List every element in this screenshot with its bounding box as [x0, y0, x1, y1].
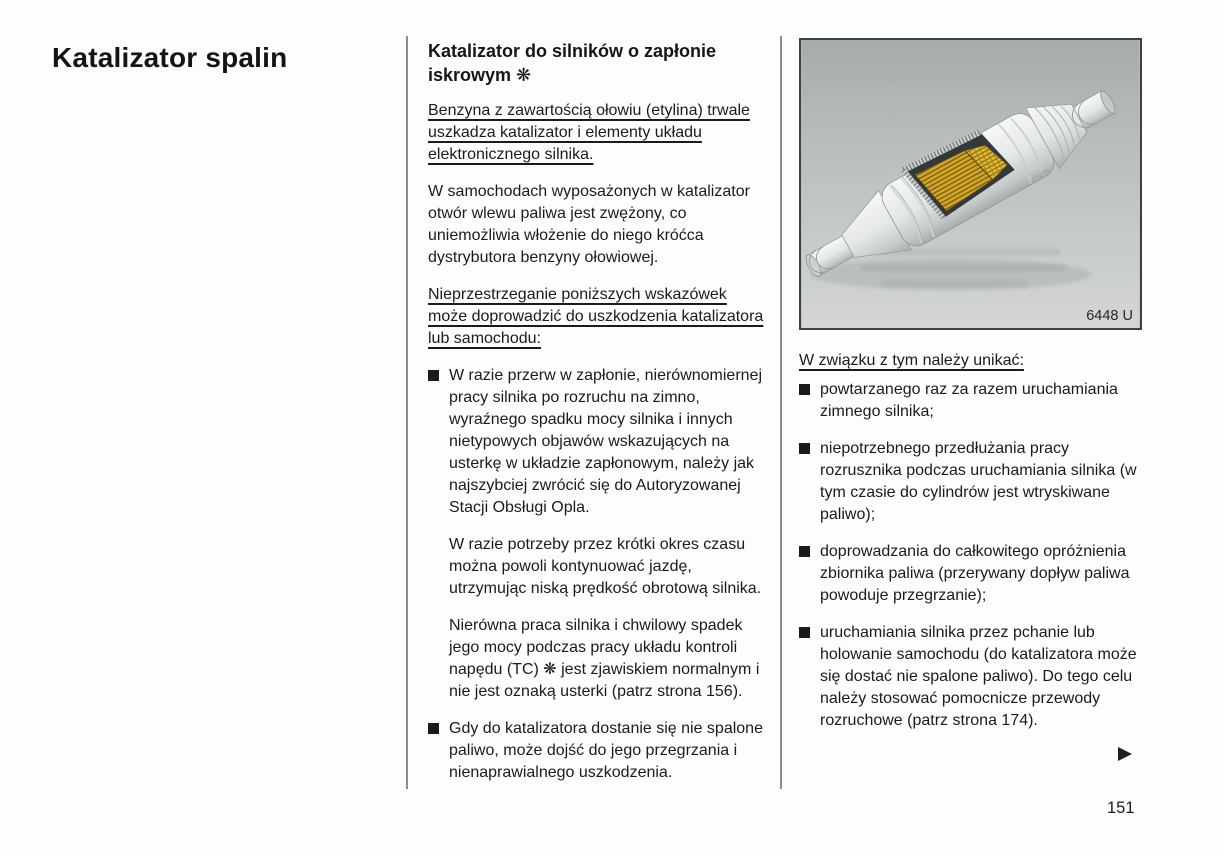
list-item-text: Gdy do katalizatora dostanie się nie spalone paliwo, może dojść do jego przegrzania i nienaprawialnego uszkodzenia. — [449, 720, 763, 781]
figure-reference-label: 6448 U — [1086, 308, 1133, 324]
avoid-list-heading: W związku z tym należy unikać: — [799, 352, 1024, 369]
middle-column — [428, 39, 766, 799]
list-item — [428, 718, 766, 784]
list-item-text: W razie przerw w zapłonie, nierównomiernej pracy silnika po rozruchu na zimno, wyraźnego spadku mocy silnika i innych nietypowych objawów wskazujących na usterkę w układzie zapłonowym, należy jak najszybciej zwrócić się do Autoryzowanej Stacji Obsługi Opla. — [449, 367, 763, 516]
square-bullet-icon — [428, 370, 439, 381]
warning-paragraph-instructions: Nieprzestrzeganie poniższych wskazówek może doprowadzić do uszkodzenia katalizatora lub samochodu: — [428, 286, 764, 347]
column-divider-left — [406, 36, 408, 789]
catalytic-converter-figure — [799, 38, 1142, 330]
catalytic-converter-illustration — [801, 40, 1140, 328]
list-item — [428, 365, 766, 519]
square-bullet-icon — [799, 443, 810, 454]
list-item-text: powtarzanego raz za razem uruchamiania zimnego silnika; — [820, 381, 1118, 420]
list-item-text: niepotrzebnego przedłużania pracy rozrusznika podczas uruchamiania silnika (w tym czasie do cylindrów jest wtryskiwane paliwo); — [820, 440, 1137, 523]
square-bullet-icon — [428, 723, 439, 734]
section-heading: Katalizator do silników o zapłonie iskrowym ❋ — [428, 41, 717, 85]
right-column — [799, 38, 1142, 761]
list-item-text: doprowadzania do całkowitego opróżnienia zbiornika paliwa (przerywany dopływ paliwa powoduje przegrzanie); — [820, 543, 1130, 604]
square-bullet-icon — [799, 627, 810, 638]
column-divider-right — [780, 36, 782, 789]
paragraph-filler-neck: W samochodach wyposażonych w katalizator otwór wlewu paliwa jest zwężony, co uniemożliwia włożenie do niego króćca dystrybutora benzyny ołowiowej. — [428, 183, 750, 266]
list-item — [799, 379, 1142, 423]
list-item — [799, 622, 1142, 732]
page-title: Katalizator spalin — [52, 42, 288, 73]
page-number: 151 — [1107, 799, 1135, 817]
list-item-text: uruchamiania silnika przez pchanie lub holowanie samochodu (do katalizatora może się dostać nie spalone paliwo). Do tego celu należy stosować pomocnicze przewody rozruchowe (patrz strona 174). — [820, 624, 1137, 729]
list-item — [799, 541, 1142, 607]
square-bullet-icon — [799, 384, 810, 395]
page-continuation-arrow-icon — [1118, 747, 1132, 761]
warning-paragraph-leaded-fuel: Benzyna z zawartością ołowiu (etylina) trwale uszkadza katalizator i elementy układu elektronicznego silnika. — [428, 102, 750, 163]
paragraph-short-driving: W razie potrzeby przez krótki okres czasu można powoli kontynuować jazdę, utrzymując niską prędkość obrotową silnika. — [449, 536, 762, 597]
converter-shadow — [810, 258, 1092, 290]
list-item — [799, 438, 1142, 526]
square-bullet-icon — [799, 546, 810, 557]
paragraph-traction-control: Nierówna praca silnika i chwilowy spadek jego mocy podczas pracy układu kontroli napędu (TC) ❋ jest zjawiskiem normalnym i nie jest oznaką usterki (patrz strona 156). — [449, 617, 760, 700]
